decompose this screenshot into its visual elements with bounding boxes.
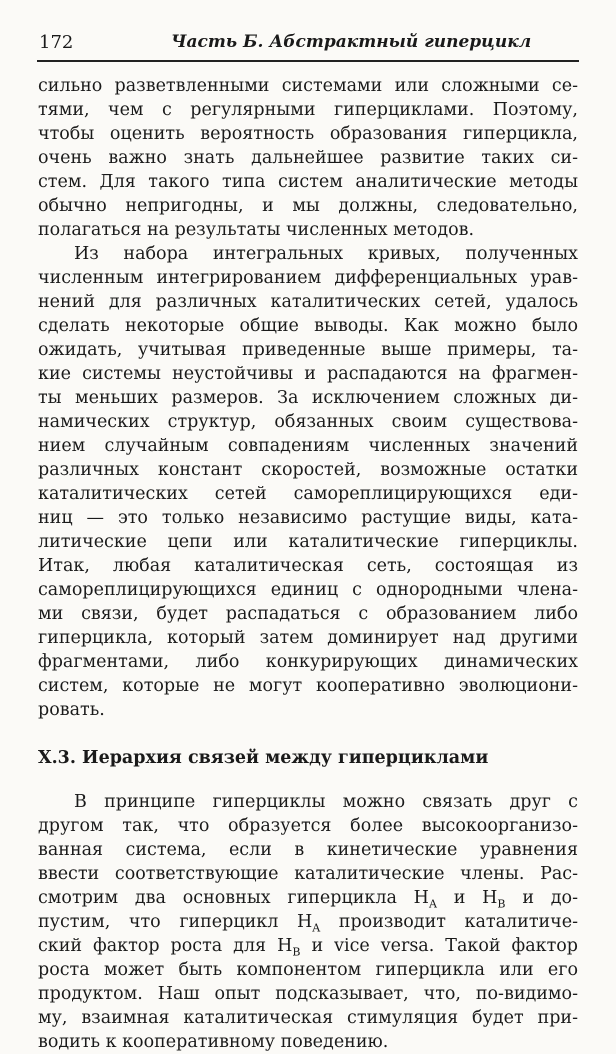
text-line: ванная система, если в кинетические уравнения: [38, 840, 578, 860]
text-line: [38, 886, 578, 910]
text-line: другом так, что образуется более высокоорганизо-: [38, 816, 578, 836]
text-line: ниц — это только независимо растущие виды, ката-: [38, 508, 578, 528]
text-line: ты меньших размеров. За исключением сложных ди-: [38, 388, 578, 408]
paragraph-1: [38, 74, 578, 242]
paragraph-3: [38, 790, 578, 1054]
text-line: численным интегрированием дифференциальных урав-: [38, 268, 578, 288]
text-line: нием случайным совпадениям численных значений: [38, 436, 578, 456]
text-fragment: смотрим два основных гиперцикла H: [38, 888, 429, 908]
page-header: [37, 30, 579, 62]
page-body: [38, 74, 578, 1054]
text-line: различных констант скоростей, возможные остатки: [38, 460, 578, 480]
text-line: продуктом. Наш опыт подсказывает, что, по-видимо-: [38, 984, 578, 1004]
text-fragment: ский фактор роста для H: [38, 936, 293, 956]
text-line: систем, которые не могут кооперативно эволюциони-: [38, 676, 578, 696]
text-line: нений для различных каталитических сетей, удалось: [38, 292, 578, 312]
paragraph-2: [38, 242, 578, 722]
text-fragment: и H: [436, 888, 498, 908]
text-line: намических структур, обязанных своим существова-: [38, 412, 578, 432]
text-line: сильно разветвленными системами или сложными се-: [38, 76, 578, 96]
text-line: чтобы оценить вероятность образования гиперцикла,: [38, 124, 578, 144]
text-fragment: и до-: [505, 888, 578, 908]
text-line: ровать.: [38, 700, 105, 720]
text-line: В принципе гиперциклы можно связать друг с: [74, 792, 578, 812]
text-line: водить к кооперативному поведению.: [38, 1032, 389, 1052]
text-line: каталитических сетей самореплицирующихся еди-: [38, 484, 578, 504]
running-head: Часть Б. Абстрактный гиперцикл: [171, 32, 532, 52]
text-line: Из набора интегральных кривых, полученных: [74, 244, 578, 264]
text-fragment: и vice versa. Такой фактор: [300, 936, 579, 956]
text-line: [38, 910, 578, 934]
text-fragment: производит каталитиче-: [320, 912, 579, 932]
text-line: ми связи, будет распадаться с образованием либо: [38, 604, 578, 624]
text-line: му, взаимная каталитическая стимуляция будет при-: [38, 1008, 578, 1028]
text-line: ввести соответствующие каталитические члены. Рас-: [38, 864, 578, 884]
page-number: 172: [39, 32, 74, 53]
subscript: A: [428, 897, 437, 911]
text-line: ожидать, учитывая приведенные выше примеры, та-: [38, 340, 578, 360]
text-line: обычно непригодны, и мы должны, следовательно,: [38, 196, 578, 216]
text-line: очень важно знать дальнейшее развитие таких си-: [38, 148, 578, 168]
text-line: [38, 934, 578, 958]
text-line: сделать некоторые общие выводы. Как можно было: [38, 316, 578, 336]
text-line: фрагментами, либо конкурирующих динамических: [38, 652, 578, 672]
text-line: стем. Для такого типа систем аналитические методы: [38, 172, 578, 192]
text-line: полагаться на результаты численных методов.: [38, 220, 475, 240]
text-line: кие системы неустойчивы и распадаются на фрагмен-: [38, 364, 578, 384]
text-line: Итак, любая каталитическая сеть, состоящая из: [38, 556, 578, 576]
text-line: роста может быть компонентом гиперцикла или его: [38, 960, 578, 980]
text-line: гиперцикла, который затем доминирует над другими: [38, 628, 578, 648]
section-title: X.3. Иерархия связей между гиперциклами: [38, 748, 489, 768]
text-line: самореплицирующихся единиц с однородными члена-: [38, 580, 578, 600]
subscript: B: [292, 945, 301, 959]
subscript: B: [497, 897, 506, 911]
subscript: A: [312, 921, 321, 935]
text-line: литические цепи или каталитические гиперциклы.: [38, 532, 578, 552]
text-line: тями, чем с регулярными гиперциклами. Поэтому,: [38, 100, 578, 120]
text-fragment: пустим, что гиперцикл H: [38, 912, 313, 932]
